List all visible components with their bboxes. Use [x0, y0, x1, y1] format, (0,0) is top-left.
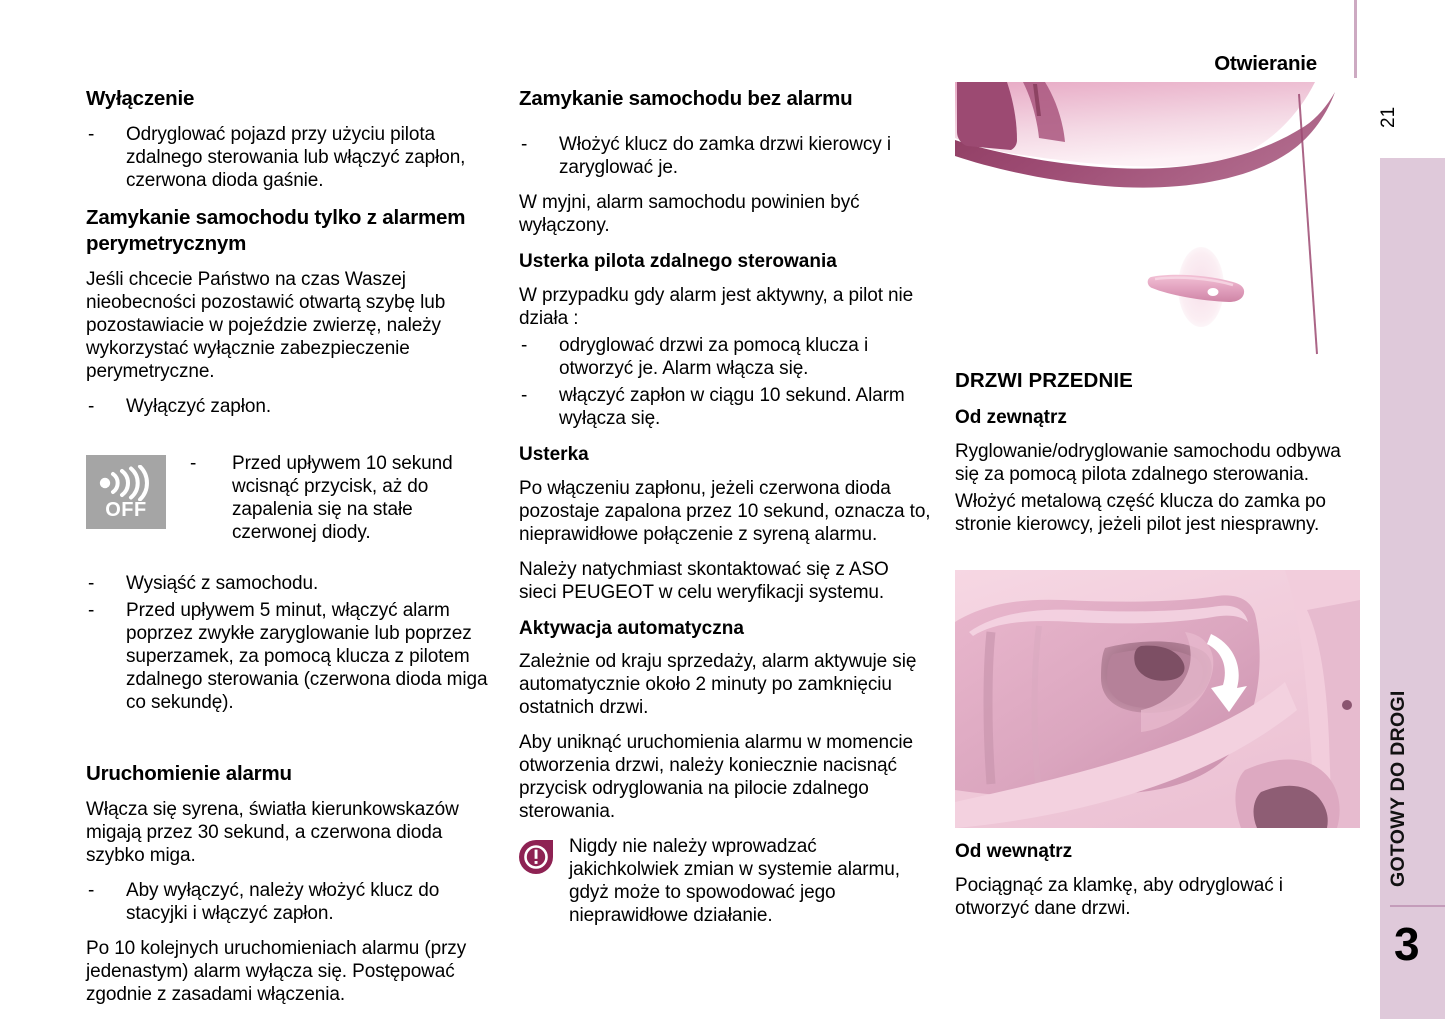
list-item: - odryglować drzwi za pomocą klucza i otworzyć je. Alarm włącza się.	[519, 335, 931, 381]
page-header-title: Otwieranie	[1214, 52, 1317, 75]
warning-text: Nigdy nie należy wprowadzać jakichkolwiek zmian w systemie alarmu, gdyż może to spowodować jego nieprawidłowe działanie.	[569, 836, 900, 927]
heading-zamykanie-perymetryczny: Zamykanie samochodu tylko z alarmem perymetrycznym	[86, 206, 466, 255]
alarm-off-icon	[86, 455, 166, 529]
heading-aktywacja-automatyczna: Aktywacja automatyczna	[519, 617, 744, 639]
paragraph-syrena: Włącza się syrena, światła kierunkowskazów migają przez 30 sekund, a czerwona dioda szybko miga.	[86, 799, 459, 867]
list-wylacz-zaplon	[86, 396, 496, 419]
heading-usterka: Usterka	[519, 444, 589, 465]
list-usterka-pilota-kroki	[519, 335, 931, 431]
list-wlozyc-klucz	[519, 134, 931, 180]
list-item: - Włożyć klucz do zamka drzwi kierowcy i zaryglować je.	[519, 134, 931, 180]
heading-drzwi-przednie: DRZWI PRZEDNIE	[955, 369, 1133, 392]
list-wylaczenie	[86, 124, 496, 193]
list-item: - Aby wyłączyć, należy włożyć klucz do stacyjki i włączyć zapłon.	[86, 880, 496, 926]
warning-exclamation-icon	[519, 840, 553, 874]
list-item: - Przed upływem 5 minut, włączyć alarm poprzez zwykłe zaryglowanie lub poprzez superzamek, za pomocą klucza z pilotem zdalnego sterowania (czerwona dioda miga co sekundę).	[86, 600, 496, 715]
heading-usterka-pilota: Usterka pilota zdalnego sterowania	[519, 251, 837, 273]
content-column-middle	[519, 86, 931, 928]
heading-zamykanie-bez-alarmu: Zamykanie samochodu bez alarmu	[519, 87, 853, 110]
paragraph-aktywacja-kraj: Zależnie od kraju sprzedaży, alarm aktywuje się automatycznie około 2 minuty po zamknięciu ostatnich drzwi.	[519, 651, 917, 719]
list-item: - Wyłączyć zapłon.	[86, 396, 496, 419]
heading-od-wewnatrz: Od wewnątrz	[955, 841, 1073, 862]
list-wysiasc-i-alarm	[86, 573, 496, 715]
list-przed-uplywem-10s	[188, 453, 496, 545]
heading-wylaczenie: Wyłączenie	[86, 87, 195, 110]
list-item: - Przed upływem 10 sekund wcisnąć przycisk, aż do zapalenia się na stałe czerwonej diody.	[188, 453, 496, 545]
content-column-right	[955, 368, 1360, 549]
list-item: - włączyć zapłon w ciągu 10 sekund. Alarm wyłącza się.	[519, 385, 931, 431]
paragraph-aby-uniknac: Aby uniknąć uruchomienia alarmu w momencie otworzenia drzwi, należy koniecznie nacisnąć przycisk odryglowania na pilocie zdalnego sterowania.	[519, 732, 913, 823]
content-column-left	[86, 86, 496, 1019]
paragraph-alarm-aktywny: W przypadku gdy alarm jest aktywny, a pilot nie działa :	[519, 285, 914, 330]
header-divider-rule	[1354, 0, 1357, 78]
off-label: OFF	[105, 499, 147, 522]
paragraph-metalowa-czesc: Włożyć metalową część klucza do zamka po stronie kierowcy, jeżeli pilot jest niesprawny.	[955, 491, 1326, 536]
list-item: - Odryglować pojazd przy użyciu pilota zdalnego sterowania lub włączyć zapłon, czerwona dioda gaśnie.	[86, 124, 496, 193]
paragraph-10-uruchomien: Po 10 kolejnych uruchomieniach alarmu (przy jedenastym) alarm wyłącza się. Postępować zgodnie z zasadami włączenia.	[86, 938, 467, 1006]
paragraph-perymetryczne: Jeśli chcecie Państwo na czas Waszej nieobecności pozostawić otwartą szybę lub pozostawiacie w pojeździe zwierzę, należy wykorzystać wyłącznie zabezpieczenie perymetryczne.	[86, 269, 446, 383]
car-exterior-door-handle-photo	[955, 82, 1360, 367]
paragraph-pociagnac-klamke: Pociągnąć za klamkę, aby odryglować i otworzyć dane drzwi.	[955, 874, 1283, 919]
paragraph-usterka-dioda: Po włączeniu zapłonu, jeżeli czerwona dioda pozostaje zapalona przez 10 sekund, oznacza to, nieprawidłowe połączenie z syreną alarmu.	[519, 477, 931, 545]
heading-od-zewnatrz: Od zewnątrz	[955, 407, 1067, 429]
warning-block	[519, 836, 931, 928]
page-number: 21	[1378, 106, 1399, 128]
car-interior-door-handle-photo	[955, 570, 1360, 828]
paragraph-ryglowanie: Ryglowanie/odryglowanie samochodu odbywa się za pomocą pilota zdalnego sterowania.	[955, 441, 1341, 486]
chapter-tab	[1380, 158, 1445, 1019]
list-aby-wylaczyc	[86, 880, 496, 926]
chapter-tab-divider	[1390, 905, 1445, 907]
off-icon-instruction-block	[86, 453, 496, 549]
chapter-tab-label: GOTOWY DO DROGI	[1387, 690, 1409, 887]
paragraph-myjnia: W myjni, alarm samochodu powinien być wyłączony.	[519, 192, 860, 237]
content-column-right-lower	[955, 840, 1360, 933]
off-icon-text	[166, 453, 496, 549]
paragraph-aso-peugeot: Należy natychmiast skontaktować się z ASO sieci PEUGEOT w celu weryfikacji systemu.	[519, 558, 889, 603]
list-item: - Wysiąść z samochodu.	[86, 573, 496, 596]
chapter-tab-number: 3	[1394, 918, 1420, 970]
heading-uruchomienie-alarmu: Uruchomienie alarmu	[86, 761, 292, 785]
